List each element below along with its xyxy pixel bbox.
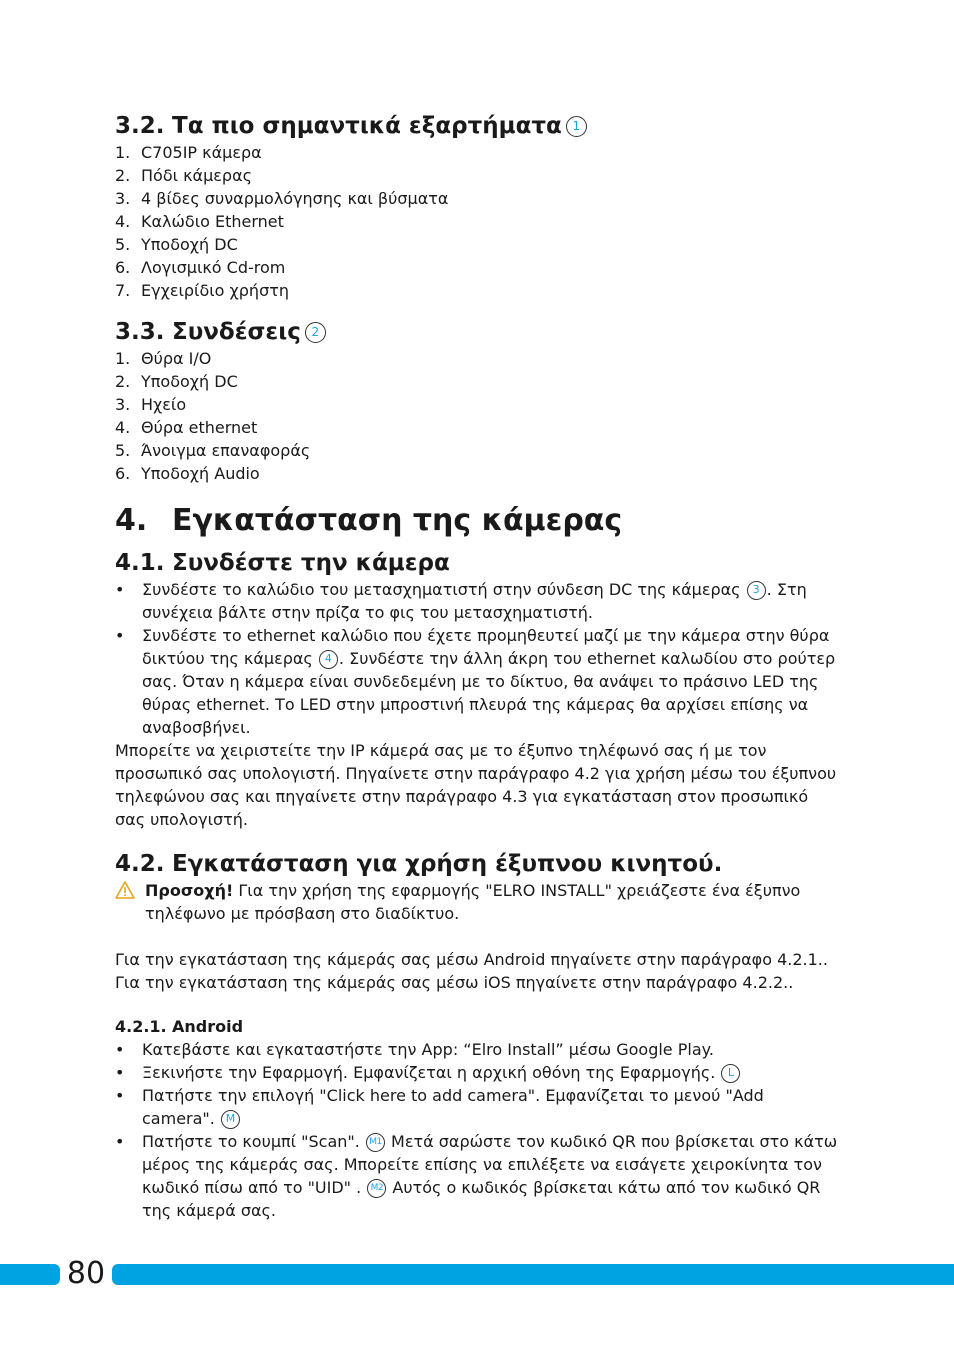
section-title: Android [172,1017,244,1036]
item-number: 4. [115,212,131,231]
item-text: 4 βίδες συναρμολόγησης και βύσματα [141,189,449,208]
list-item [115,164,840,187]
section-4-2-1-heading [115,1016,840,1038]
list-item [115,624,840,739]
figure-ref-badge: M1 [366,1133,385,1152]
text-run: Συνδέστε το ethernet καλώδιο που έχετε προμηθευτεί μαζί με την κάμερα στην θύρα δικτύου της κάμερας [142,626,830,668]
item-number: 4. [115,418,131,437]
list-item [115,1130,840,1222]
section-number: 3.2. [115,113,165,139]
item-number: 3. [115,189,131,208]
item-text: C705IP κάμερα [141,143,262,162]
list-item [115,233,840,256]
list-item [115,1084,840,1130]
item-text: Υποδοχή Audio [141,464,260,483]
section-title: Συνδέστε την κάμερα [172,550,450,576]
paragraph: Για την εγκατάσταση της κάμεράς σας μέσω Android πηγαίνετε στην παράγραφο 4.2.1.. Για την εγκατάσταση της κάμεράς σας μέσω iOS πηγαίνετε στην παράγραφο 4.2.2.. [115,950,828,992]
figure-ref-badge: 1 [566,116,587,137]
page-number: 80 [54,1254,118,1294]
section-number: 3.3. [115,319,165,345]
section-4-1-heading [115,548,840,578]
item-number: 6. [115,258,131,277]
parts-list [115,141,840,302]
item-number: 5. [115,441,131,460]
list-item [115,393,840,416]
chapter-4-heading [115,501,840,541]
text-run: Για την χρήση της εφαρμογής "ELRO INSTALL" χρειάζεστε ένα έξυπνο τηλέφωνο με πρόσβαση στο διαδίκτυο. [145,881,801,923]
figure-ref-badge: M2 [367,1179,386,1198]
figure-ref-badge: L [721,1064,740,1083]
item-text [142,1061,840,1084]
figure-ref-badge: M [221,1110,240,1129]
item-text: Θύρα ethernet [141,418,258,437]
section-number: 4.2. [115,851,165,877]
section-3-3-heading [115,317,840,347]
chapter-title: Εγκατάσταση της κάμερας [172,503,623,538]
bullet: • [115,1040,125,1059]
warning-triangle-icon [115,881,145,927]
chapter-number: 4. [115,503,148,538]
item-text: Πόδι κάμερας [141,166,253,185]
bullet: • [115,580,125,599]
list-item [115,439,840,462]
item-text [142,624,840,739]
item-number: 7. [115,281,131,300]
item-text: Λογισμικό Cd-rom [141,258,286,277]
text-run: Μετά σαρώστε τον κωδικό QR που βρίσκεται στο κάτω μέρος της κάμεράς σας. Μπορείτε επίσης να επιλέξετε να εισάγετε χειροκίνητα τον κωδικό πίσω από το "UID" . [142,1132,838,1197]
section-3-2-heading [115,111,840,141]
footer-bar [0,1264,954,1285]
bullet: • [115,1086,125,1105]
text-run: Αυτός ο κωδικός βρίσκεται κάτω από τον κωδικό QR της κάμερά σας. [142,1178,821,1220]
text-run: Συνδέστε το καλώδιο του μετασχηματιστή στην σύνδεση DC της κάμερας [142,580,741,599]
page-content [115,111,840,1222]
figure-ref-badge: 3 [747,581,766,600]
section-title: Τα πιο σημαντικά εξαρτήματα [172,113,562,139]
connections-list [115,347,840,485]
item-number: 2. [115,166,131,185]
section-number: 4.1. [115,550,165,576]
item-number: 5. [115,235,131,254]
section-4-2-heading [115,849,840,879]
item-text: Κατεβάστε και εγκαταστήστε την App: “Elro Install” μέσω Google Play. [142,1040,714,1059]
paragraph: Μπορείτε να χειριστείτε την IP κάμερά σας με το έξυπνο τηλέφωνό σας ή με τον προσωπικό σας υπολογιστή. Πηγαίνετε στην παράγραφο 4.2 για χρήση μέσω του έξυπνου τηλεφώνου σας και πηγαίνετε στην παράγραφο 4.3 για εγκατάσταση στον προσωπικό σας υπολογιστή. [115,741,837,829]
list-item [115,279,840,302]
list-item [115,256,840,279]
list-item [115,187,840,210]
list-item [115,416,840,439]
item-text: Άνοιγμα επαναφοράς [141,441,311,460]
list-item [115,462,840,485]
item-text: Υποδοχή DC [141,372,238,391]
warning-note [115,879,840,925]
item-number: 1. [115,349,131,368]
figure-ref-badge: 2 [305,322,326,343]
item-number: 6. [115,464,131,483]
item-text [142,1130,840,1222]
connect-steps [115,578,840,739]
bullet: • [115,1063,125,1082]
bullet: • [115,626,125,645]
text-run: . Συνδέστε την άλλη άκρη του ethernet καλωδίου στο ρούτερ σας. Όταν η κάμερα είναι συνδεδεμένη με το δίκτυο, θα ανάψει το πράσινο LED της θύρας ethernet. Το LED στην μπροστινή πλευρά της κάμερας θα αρχίσει επίσης να αναβοσβήνει. [142,649,836,737]
item-number: 2. [115,372,131,391]
item-text: Εγχειρίδιο χρήστη [141,281,289,300]
item-text [142,578,840,624]
item-text: Θύρα I/O [141,349,212,368]
list-item [115,347,840,370]
item-number: 3. [115,395,131,414]
bullet: • [115,1132,125,1151]
list-item [115,141,840,164]
warning-label: Προσοχή! [145,881,234,900]
text-run: Πατήστε το κουμπί "Scan". [142,1132,360,1151]
item-text: Καλώδιο Ethernet [141,212,284,231]
item-text: Ηχείο [141,395,187,414]
section-number: 4.2.1. [115,1017,167,1036]
text-run: . Στη συνέχεια βάλτε στην πρίζα το φις του μετασχηματιστή. [142,580,807,622]
figure-ref-badge: 4 [319,650,338,669]
text-run: Ξεκινήστε την Εφαρμογή. Εμφανίζεται η αρχική οθόνη της Εφαρμογής. [142,1063,716,1082]
list-item [115,578,840,624]
item-text: Υποδοχή DC [141,235,238,254]
list-item [115,1038,840,1061]
list-item [115,1061,840,1084]
list-item [115,210,840,233]
android-steps [115,1038,840,1222]
section-title: Συνδέσεις [172,319,301,345]
list-item [115,370,840,393]
section-title: Εγκατάσταση για χρήση έξυπνου κινητού. [172,851,723,877]
item-number: 1. [115,143,131,162]
warning-text [145,879,840,925]
text-run: Πατήστε την επιλογή "Click here to add camera". Εμφανίζεται το μενού "Add camera". [142,1086,764,1128]
item-text [142,1084,840,1130]
